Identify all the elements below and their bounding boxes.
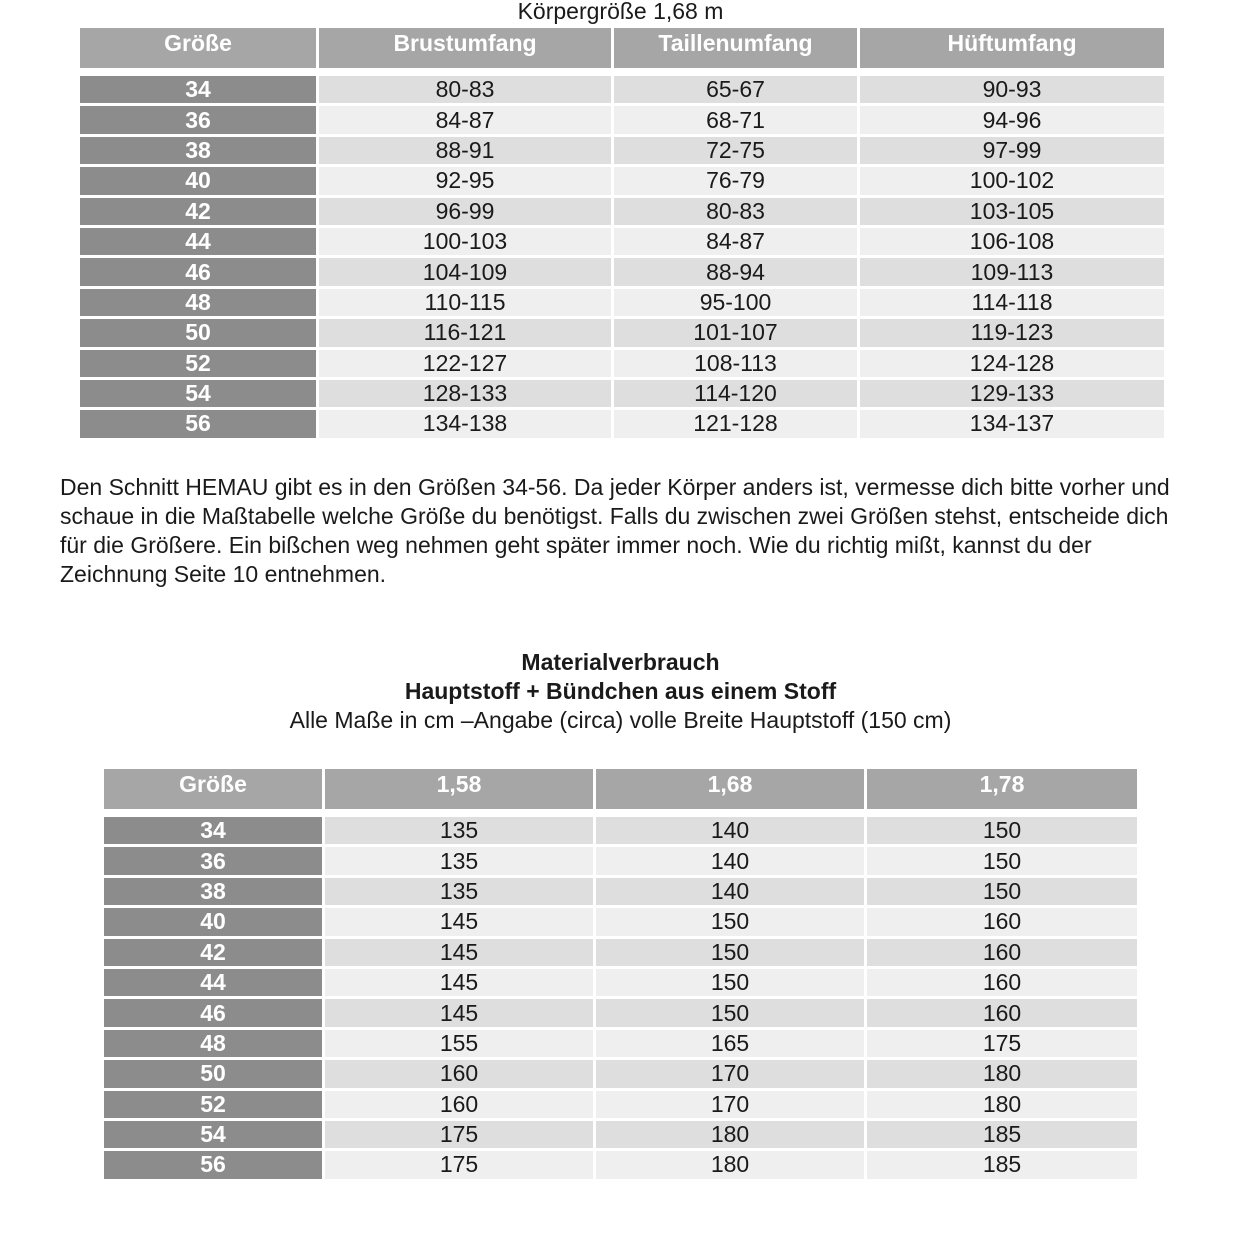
size-label-cell: 36 [80, 106, 316, 133]
table-row [80, 289, 1164, 316]
table-row [80, 106, 1164, 133]
table-row [80, 350, 1164, 377]
value-cell: 140 [596, 817, 864, 844]
value-cell: 80-83 [319, 76, 611, 103]
size-label-cell: 48 [80, 289, 316, 316]
value-cell: 155 [325, 1030, 593, 1057]
size-label-cell: 46 [80, 258, 316, 285]
value-cell: 65-67 [614, 76, 857, 103]
material-table [101, 766, 1140, 1182]
size-label-cell: 38 [104, 878, 322, 905]
size-label-cell: 46 [104, 999, 322, 1026]
value-cell: 128-133 [319, 380, 611, 407]
value-cell: 170 [596, 1060, 864, 1087]
value-cell: 145 [325, 908, 593, 935]
value-cell: 84-87 [319, 106, 611, 133]
value-cell: 124-128 [860, 350, 1164, 377]
table-row [80, 198, 1164, 225]
size-label-cell: 36 [104, 847, 322, 874]
size-label-cell: 42 [80, 198, 316, 225]
table-row [104, 847, 1137, 874]
table-row [104, 999, 1137, 1026]
table-row [80, 167, 1164, 194]
size-header-hueftumfang: Hüftumfang [860, 28, 1164, 73]
value-cell: 150 [867, 847, 1137, 874]
value-cell: 100-103 [319, 228, 611, 255]
table-row [104, 878, 1137, 905]
value-cell: 119-123 [860, 319, 1164, 346]
table-row [80, 76, 1164, 103]
value-cell: 101-107 [614, 319, 857, 346]
value-cell: 160 [325, 1091, 593, 1118]
size-label-cell: 54 [104, 1121, 322, 1148]
value-cell: 165 [596, 1030, 864, 1057]
size-table-header-row [80, 28, 1164, 73]
value-cell: 103-105 [860, 198, 1164, 225]
material-title: Materialverbrauch [521, 649, 720, 675]
material-table-header-row [104, 769, 1137, 814]
size-header-taillenumfang: Taillenumfang [614, 28, 857, 73]
size-label-cell: 34 [104, 817, 322, 844]
value-cell: 175 [325, 1151, 593, 1178]
size-label-cell: 40 [104, 908, 322, 935]
table-row [80, 258, 1164, 285]
value-cell: 180 [596, 1121, 864, 1148]
value-cell: 150 [596, 999, 864, 1026]
size-table [77, 25, 1167, 441]
value-cell: 175 [325, 1121, 593, 1148]
size-label-cell: 52 [80, 350, 316, 377]
value-cell: 104-109 [319, 258, 611, 285]
table-row [80, 380, 1164, 407]
value-cell: 80-83 [614, 198, 857, 225]
value-cell: 150 [867, 878, 1137, 905]
material-header-1-58: 1,58 [325, 769, 593, 814]
value-cell: 110-115 [319, 289, 611, 316]
value-cell: 180 [596, 1151, 864, 1178]
value-cell: 160 [867, 969, 1137, 996]
table-row [80, 228, 1164, 255]
table-row [104, 1091, 1137, 1118]
value-cell: 145 [325, 969, 593, 996]
value-cell: 170 [596, 1091, 864, 1118]
value-cell: 129-133 [860, 380, 1164, 407]
value-cell: 72-75 [614, 137, 857, 164]
value-cell: 68-71 [614, 106, 857, 133]
size-label-cell: 44 [104, 969, 322, 996]
table-row [104, 1151, 1137, 1178]
size-label-cell: 54 [80, 380, 316, 407]
table-row [104, 969, 1137, 996]
value-cell: 150 [867, 817, 1137, 844]
material-subtitle: Hauptstoff + Bündchen aus einem Stoff [404, 678, 837, 704]
size-table-caption: Körpergröße 1,68 m [517, 0, 724, 24]
value-cell: 106-108 [860, 228, 1164, 255]
size-label-cell: 42 [104, 939, 322, 966]
value-cell: 145 [325, 939, 593, 966]
value-cell: 150 [596, 908, 864, 935]
value-cell: 114-120 [614, 380, 857, 407]
value-cell: 88-94 [614, 258, 857, 285]
table-row [104, 817, 1137, 844]
value-cell: 76-79 [614, 167, 857, 194]
size-label-cell: 48 [104, 1030, 322, 1057]
table-row [104, 1121, 1137, 1148]
value-cell: 160 [867, 908, 1137, 935]
table-row [80, 410, 1164, 437]
size-label-cell: 52 [104, 1091, 322, 1118]
value-cell: 121-128 [614, 410, 857, 437]
size-label-cell: 50 [80, 319, 316, 346]
value-cell: 90-93 [860, 76, 1164, 103]
value-cell: 185 [867, 1151, 1137, 1178]
value-cell: 114-118 [860, 289, 1164, 316]
size-label-cell: 44 [80, 228, 316, 255]
value-cell: 175 [867, 1030, 1137, 1057]
size-table-body [80, 76, 1164, 438]
value-cell: 140 [596, 847, 864, 874]
value-cell: 135 [325, 878, 593, 905]
size-label-cell: 34 [80, 76, 316, 103]
size-label-cell: 56 [104, 1151, 322, 1178]
size-header-brustumfang: Brustumfang [319, 28, 611, 73]
value-cell: 84-87 [614, 228, 857, 255]
size-label-cell: 38 [80, 137, 316, 164]
size-header-groesse: Größe [80, 28, 316, 73]
value-cell: 94-96 [860, 106, 1164, 133]
value-cell: 122-127 [319, 350, 611, 377]
table-row [104, 908, 1137, 935]
value-cell: 109-113 [860, 258, 1164, 285]
table-row [104, 1030, 1137, 1057]
value-cell: 180 [867, 1091, 1137, 1118]
value-cell: 160 [325, 1060, 593, 1087]
value-cell: 145 [325, 999, 593, 1026]
material-header-groesse: Größe [104, 769, 322, 814]
value-cell: 160 [867, 999, 1137, 1026]
material-header-1-68: 1,68 [596, 769, 864, 814]
value-cell: 185 [867, 1121, 1137, 1148]
value-cell: 100-102 [860, 167, 1164, 194]
material-note: Alle Maße in cm –Angabe (circa) volle Breite Hauptstoff (150 cm) [289, 707, 952, 733]
intro-paragraph: Den Schnitt HEMAU gibt es in den Größen 34-56. Da jeder Körper anders ist, vermesse dich bitte vorher und schaue in die Maßtabelle welche Größe du benötigst. Falls du zwischen zwei Größen stehst, entscheide dich für die Größere. Ein bißchen weg nehmen geht später immer noch. Wie du richtig mißt, kannst du der Zeichnung Seite 10 entnehmen. [60, 474, 1170, 587]
table-row [80, 319, 1164, 346]
value-cell: 92-95 [319, 167, 611, 194]
value-cell: 160 [867, 939, 1137, 966]
size-label-cell: 50 [104, 1060, 322, 1087]
value-cell: 180 [867, 1060, 1137, 1087]
value-cell: 108-113 [614, 350, 857, 377]
value-cell: 88-91 [319, 137, 611, 164]
value-cell: 95-100 [614, 289, 857, 316]
size-label-cell: 40 [80, 167, 316, 194]
table-row [104, 1060, 1137, 1087]
material-header-1-78: 1,78 [867, 769, 1137, 814]
value-cell: 150 [596, 969, 864, 996]
size-label-cell: 56 [80, 410, 316, 437]
value-cell: 134-138 [319, 410, 611, 437]
table-row [80, 137, 1164, 164]
table-row [104, 939, 1137, 966]
value-cell: 96-99 [319, 198, 611, 225]
value-cell: 116-121 [319, 319, 611, 346]
value-cell: 140 [596, 878, 864, 905]
value-cell: 150 [596, 939, 864, 966]
value-cell: 135 [325, 817, 593, 844]
value-cell: 134-137 [860, 410, 1164, 437]
material-table-body [104, 817, 1137, 1179]
value-cell: 97-99 [860, 137, 1164, 164]
value-cell: 135 [325, 847, 593, 874]
